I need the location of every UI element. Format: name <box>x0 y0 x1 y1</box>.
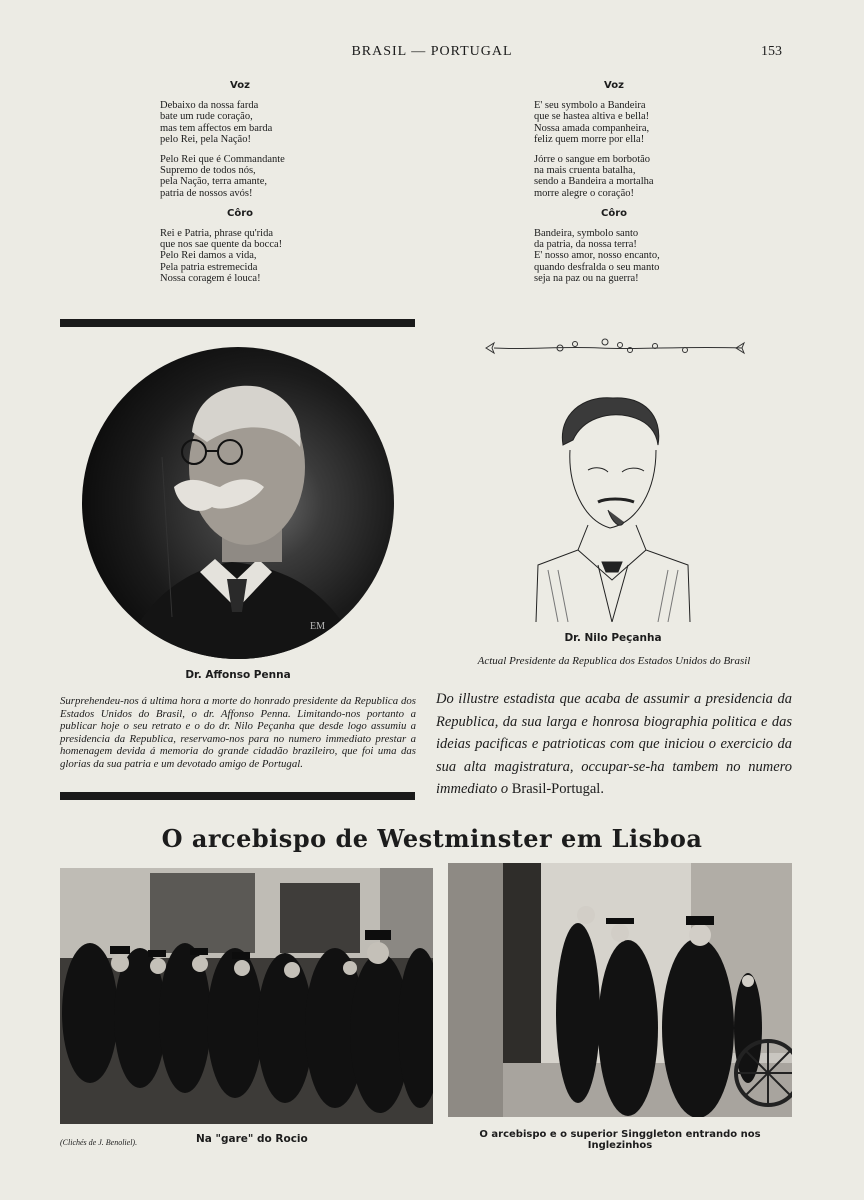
poem-stanza <box>160 100 320 145</box>
poem-stanza <box>534 100 694 145</box>
poem-line: da patria, da nossa terra! <box>534 239 637 251</box>
poem-line: Bandeira, symbolo santo <box>534 228 639 240</box>
poem-line: feliz quem morre por ella! <box>534 133 645 145</box>
poem-line: sendo a Bandeira a mortalha <box>534 176 654 188</box>
poem-line: Pelo Rei que é Commandante <box>160 154 285 166</box>
poem-line: Nossa amada companheira, <box>534 122 650 134</box>
poem-line: patria de nossos avós! <box>160 187 253 199</box>
poem-line: Pela patria estremecida <box>160 261 258 273</box>
floral-ornament <box>480 336 750 360</box>
publication-name: Brasil-Portugal. <box>511 781 604 797</box>
poem-line: bate um rude coração, <box>160 111 253 123</box>
poem-heading: Côro <box>226 207 253 219</box>
poem-line: Rei e Patria, phrase qu'rida <box>160 228 273 240</box>
poem-stanza <box>160 154 320 199</box>
photo-gare-do-rocio <box>60 868 433 1124</box>
running-title: BRASIL — PORTUGAL <box>351 44 513 59</box>
poem-right <box>534 80 694 293</box>
poem-heading: Voz <box>230 80 250 91</box>
poem-line: morre alegre o coração! <box>534 187 634 199</box>
caption-nilo-pecanha: Dr. Nilo Peçanha <box>564 632 662 644</box>
caption-affonso-penna: Dr. Affonso Penna <box>185 669 291 681</box>
stanza-group <box>160 100 320 199</box>
poem-line: Nossa coragem é louca! <box>160 272 261 284</box>
poem-line: que nos sae quente da bocca! <box>160 239 283 251</box>
section-title: O arcebispo de Westminster em Lisboa <box>161 824 703 853</box>
poem-line: que se hastea altiva e bella! <box>534 111 650 123</box>
poem-line: pelo Rei, pela Nação! <box>160 133 251 145</box>
poem-stanza <box>160 228 320 284</box>
caption-nilo-pecanha-title: Actual Presidente da Republica dos Estados Unidos do Brasil <box>477 655 751 667</box>
portrait-nilo-pecanha <box>528 390 698 622</box>
poem-line: Supremo de todos nós, <box>160 165 256 177</box>
photo-inglezinhos <box>448 863 792 1117</box>
thick-rule-top <box>60 319 415 327</box>
notice-right-paragraph <box>436 688 792 801</box>
stanza-group <box>534 100 694 199</box>
notice-right-text: Do illustre estadista que acaba de assumir a presidencia da Republica, da sua larga e honrosa biographia politica e das ideias pacificas e patrioticas com que iniciou o exercicio da sua alta magistratura, occupar-se-ha tambem no numero immediato o <box>436 691 792 797</box>
page-header <box>0 44 864 64</box>
poem-heading: Voz <box>604 80 624 91</box>
portrait-signature: EM <box>310 621 325 632</box>
poem-line: Jórre o sangue em borbotão <box>534 154 651 166</box>
poem-line: Pelo Rei damos a vida, <box>160 250 257 262</box>
notice-left-paragraph: Surprehendeu-nos á ultima hora a morte do honrado presidente da Republica dos Estados Unidos do Brasil, o dr. Affonso Penna. Limitando-nos portanto a publicar hoje o seu retrato e o do dr. Nilo Peçanha que desde logo assumiu a presidencia da Republica, reservamo-nos para no numero immediato prestar a homenagem devida á memoria do grande cidadão brazileiro, que foi uma das glorias da sua patria e um devotado amigo de Portugal. <box>60 695 416 770</box>
poem-line: E' seu symbolo a Bandeira <box>534 100 646 112</box>
poem-line: na mais cruenta batalha, <box>534 165 636 177</box>
poem-line: E' nosso amor, nosso encanto, <box>534 250 660 262</box>
page-number: 153 <box>761 44 782 59</box>
caption-gare-do-rocio: Na "gare" do Rocio <box>196 1133 308 1145</box>
poem-line: Debaixo da nossa farda <box>160 100 259 112</box>
poem-line: pela Nação, terra amante, <box>160 176 267 188</box>
portrait-affonso-penna <box>82 347 394 659</box>
poem-line: mas tem affectos em barda <box>160 122 273 134</box>
photo-credit: (Clichés de J. Benoliel). <box>60 1138 138 1147</box>
thick-rule-bottom <box>60 792 415 800</box>
stanza-group <box>534 228 694 284</box>
stanza-group <box>160 228 320 284</box>
poem-line: quando desfralda o seu manto <box>534 261 660 273</box>
poem-left <box>160 80 320 293</box>
poem-stanza <box>534 154 694 199</box>
poem-heading: Côro <box>600 207 627 219</box>
caption-inglezinhos: O arcebispo e o superior Singgleton entrando nos Inglezinhos <box>479 1129 761 1151</box>
poem-line: seja na paz ou na guerra! <box>534 272 639 284</box>
poem-stanza <box>534 228 694 284</box>
